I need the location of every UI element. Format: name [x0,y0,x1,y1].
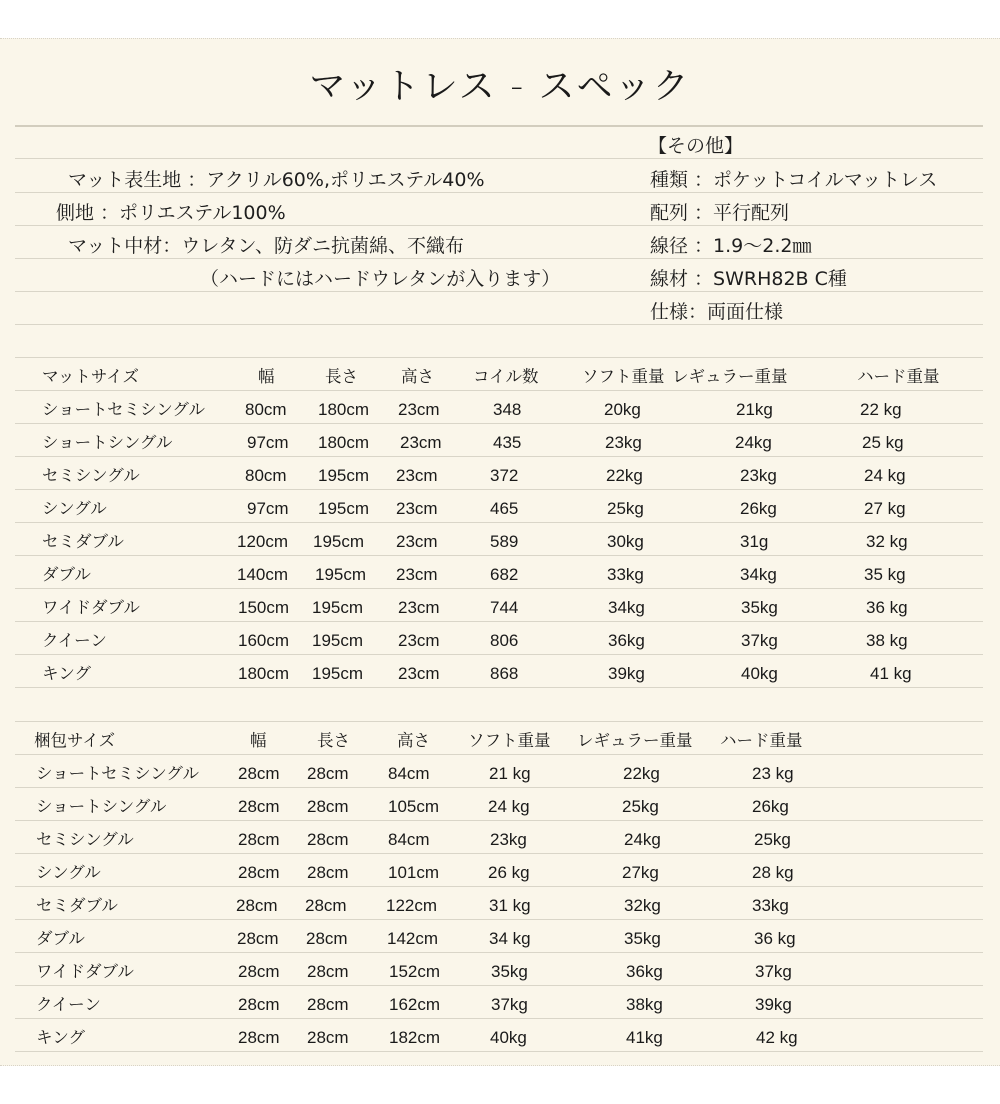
rule [15,787,983,788]
table-cell: 24kg [735,433,772,452]
table-cell: 20kg [604,400,641,419]
table-cell: セミダブル [42,532,124,551]
table-cell: 28cm [238,863,280,882]
table-cell: 682 [490,565,519,584]
table-cell: 101cm [388,863,440,882]
table-cell: 140cm [237,565,289,584]
table-cell: 28 kg [752,863,794,882]
table-cell: ショートシングル [36,797,167,816]
table-cell: 24kg [624,830,661,849]
table-cell: セミダブル [36,896,118,915]
rule [15,754,983,755]
table-cell: ダブル [36,929,85,948]
table-cell: 195cm [312,598,364,617]
table-cell: 27 kg [864,499,906,518]
table-cell: 28cm [238,962,280,981]
table-cell: 27kg [622,863,659,882]
table-cell: 28cm [307,830,349,849]
table-cell: 35kg [741,598,778,617]
table-cell: 42 kg [756,1028,798,1047]
table-cell: ショートシングル [42,433,173,452]
table-cell: 23cm [398,631,440,650]
table-cell: ショートセミシングル [36,764,199,783]
table-cell: 868 [490,664,519,683]
table-cell: クイーン [42,631,107,650]
table-cell: 435 [493,433,522,452]
other-heading: 【その他】 [648,135,744,157]
table-cell: 37kg [491,995,528,1014]
table-cell: 32kg [624,896,661,915]
table-cell: 195cm [318,499,370,518]
table-cell: 38 kg [866,631,908,650]
other-wire-material: 線材 ：SWRH82B C種 [650,268,847,290]
table-cell: 36kg [626,962,663,981]
column-header: ソフト重量 [582,367,665,386]
rule [15,919,983,920]
table-cell: セミシングル [36,830,134,849]
table-cell: 28cm [307,863,349,882]
column-header: 幅 [250,731,267,750]
table-cell: 35kg [624,929,661,948]
table-cell: シングル [36,863,101,882]
table-cell: 23kg [605,433,642,452]
other-type: 種類 ：ポケットコイルマットレス [650,169,938,191]
table-cell: 465 [490,499,519,518]
rule [15,192,983,193]
table-cell: 80cm [245,400,287,419]
table-cell: 41kg [626,1028,663,1047]
table-cell: 23cm [396,466,438,485]
table-cell: 23cm [396,565,438,584]
rule [15,687,983,688]
rule [15,423,983,424]
table-cell: 28cm [307,764,349,783]
table-cell: 36 kg [866,598,908,617]
rule [15,952,983,953]
table-cell: 24 kg [488,797,530,816]
table-cell: 36kg [608,631,645,650]
table-cell: 22kg [606,466,643,485]
table-cell: 35 kg [864,565,906,584]
table-cell: 120cm [237,532,289,551]
other-wire-diameter: 線径 ：1.9～2.2㎜ [650,235,812,257]
table-cell: 23kg [490,830,527,849]
table-cell: 28cm [238,830,280,849]
table-cell: 28cm [307,1028,349,1047]
table-cell: 22 kg [860,400,902,419]
rule [15,158,983,159]
column-header: マットサイズ [42,367,140,386]
rule [15,654,983,655]
table-cell: 25kg [754,830,791,849]
table-cell: 180cm [318,400,370,419]
table-cell: 806 [490,631,519,650]
table-cell: 28cm [238,764,280,783]
table-cell: 589 [490,532,519,551]
table-cell: 38kg [626,995,663,1014]
table-cell: 23kg [740,466,777,485]
table-cell: 84cm [388,830,430,849]
rule [15,820,983,821]
table-cell: 34 kg [489,929,531,948]
column-header: 長さ [325,367,358,386]
table-cell: 32 kg [866,532,908,551]
rule [15,886,983,887]
rule [15,588,983,589]
table-cell: 195cm [312,631,364,650]
table-cell: 744 [490,598,519,617]
table-cell: キング [36,1028,86,1047]
table-cell: 21 kg [489,764,531,783]
column-header: 幅 [258,367,275,386]
table-cell: 28cm [307,962,349,981]
table-cell: 31g [740,532,769,551]
column-header: レギュラー重量 [577,731,693,750]
table-cell: 28cm [238,797,280,816]
other-spec: 仕様：両面仕様 [650,301,784,323]
rule [15,225,983,226]
table-cell: 33kg [752,896,789,915]
rule [15,721,983,722]
table-cell: 37kg [741,631,778,650]
table-cell: 180cm [238,664,290,683]
table-cell: 28cm [305,896,347,915]
table-cell: 195cm [315,565,367,584]
rule [15,1051,983,1052]
table-cell: 348 [493,400,522,419]
table-cell: 105cm [388,797,440,816]
table-cell: ダブル [42,565,91,584]
table-cell: 80cm [245,466,287,485]
rule [15,985,983,986]
table-cell: 28cm [238,995,280,1014]
table-cell: 34kg [608,598,645,617]
rule [15,390,983,391]
other-arrangement: 配列 ：平行配列 [650,202,790,224]
table-cell: 150cm [238,598,290,617]
table-cell: 21kg [736,400,773,419]
table-cell: 28cm [236,896,278,915]
table-cell: 195cm [312,664,364,683]
column-header: 高さ [401,367,434,386]
material-filling: マット中材：ウレタン、防ダニ抗菌綿、不織布 [68,235,464,257]
column-header: 長さ [317,731,350,750]
table-cell: 84cm [388,764,430,783]
table-cell: 36 kg [754,929,796,948]
table-cell: 33kg [607,565,644,584]
table-cell: 22kg [623,764,660,783]
table-cell: 182cm [389,1028,441,1047]
table-cell: キング [42,664,92,683]
table-cell: 97cm [247,499,289,518]
table-cell: 23cm [400,433,442,452]
column-header: 高さ [397,731,430,750]
column-header: コイル数 [473,367,539,386]
table-cell: 23cm [396,499,438,518]
table-cell: 180cm [318,433,370,452]
page-title: マットレス - スペック [309,66,691,107]
table-cell: 23cm [398,598,440,617]
table-cell: ワイドダブル [36,962,134,981]
table-cell: 23cm [398,400,440,419]
rule [15,853,983,854]
table-cell: 25kg [622,797,659,816]
table-cell: 97cm [247,433,289,452]
table-cell: 24 kg [864,466,906,485]
table-cell: 162cm [389,995,441,1014]
rule [15,555,983,556]
material-cover-fabric: マット表生地 ：アクリル60%,ポリエステル40% [68,169,485,191]
table-cell: 34kg [740,565,777,584]
table-cell: 160cm [238,631,290,650]
rule [15,324,983,325]
title-divider [15,125,983,127]
table-cell: 39kg [755,995,792,1014]
column-header: ハード重量 [720,731,803,750]
table-cell: セミシングル [42,466,140,485]
table-cell: 23cm [396,532,438,551]
table-cell: シングル [42,499,107,518]
table-cell: 26kg [740,499,777,518]
table-cell: 25 kg [862,433,904,452]
table-cell: 30kg [607,532,644,551]
table-cell: 41 kg [870,664,912,683]
table-cell: 195cm [318,466,370,485]
table-cell: 23cm [398,664,440,683]
table-cell: 28cm [237,929,279,948]
table-cell: 28cm [307,995,349,1014]
table-cell: 28cm [306,929,348,948]
rule [15,258,983,259]
table-cell: 37kg [755,962,792,981]
table-cell: 26kg [752,797,789,816]
table-cell: 40kg [490,1028,527,1047]
table-cell: 152cm [389,962,441,981]
rule [15,357,983,358]
material-note: （ハードにはハードウレタンが入ります） [200,268,561,290]
rule [15,456,983,457]
table-cell: 28cm [307,797,349,816]
table-cell: 28cm [238,1028,280,1047]
table-cell: 31 kg [489,896,531,915]
rule [15,1018,983,1019]
table-cell: 195cm [313,532,365,551]
table-cell: 122cm [386,896,438,915]
column-header: レギュラー重量 [672,367,788,386]
table-cell: 23 kg [752,764,794,783]
table-cell: 372 [490,466,519,485]
table-cell: 142cm [387,929,439,948]
table-cell: ワイドダブル [42,598,140,617]
column-header: ソフト重量 [468,731,551,750]
table-cell: クイーン [36,995,101,1014]
table-cell: 25kg [607,499,644,518]
table-cell: 40kg [741,664,778,683]
column-header: 梱包サイズ [34,731,116,750]
rule [15,621,983,622]
table-cell: 26 kg [488,863,530,882]
rule [15,489,983,490]
material-side-fabric: 側地 ：ポリエステル100% [56,202,286,224]
table-cell: 35kg [491,962,528,981]
column-header: ハード重量 [857,367,940,386]
table-cell: 39kg [608,664,645,683]
rule [15,522,983,523]
table-cell: ショートセミシングル [42,400,205,419]
rule [15,291,983,292]
